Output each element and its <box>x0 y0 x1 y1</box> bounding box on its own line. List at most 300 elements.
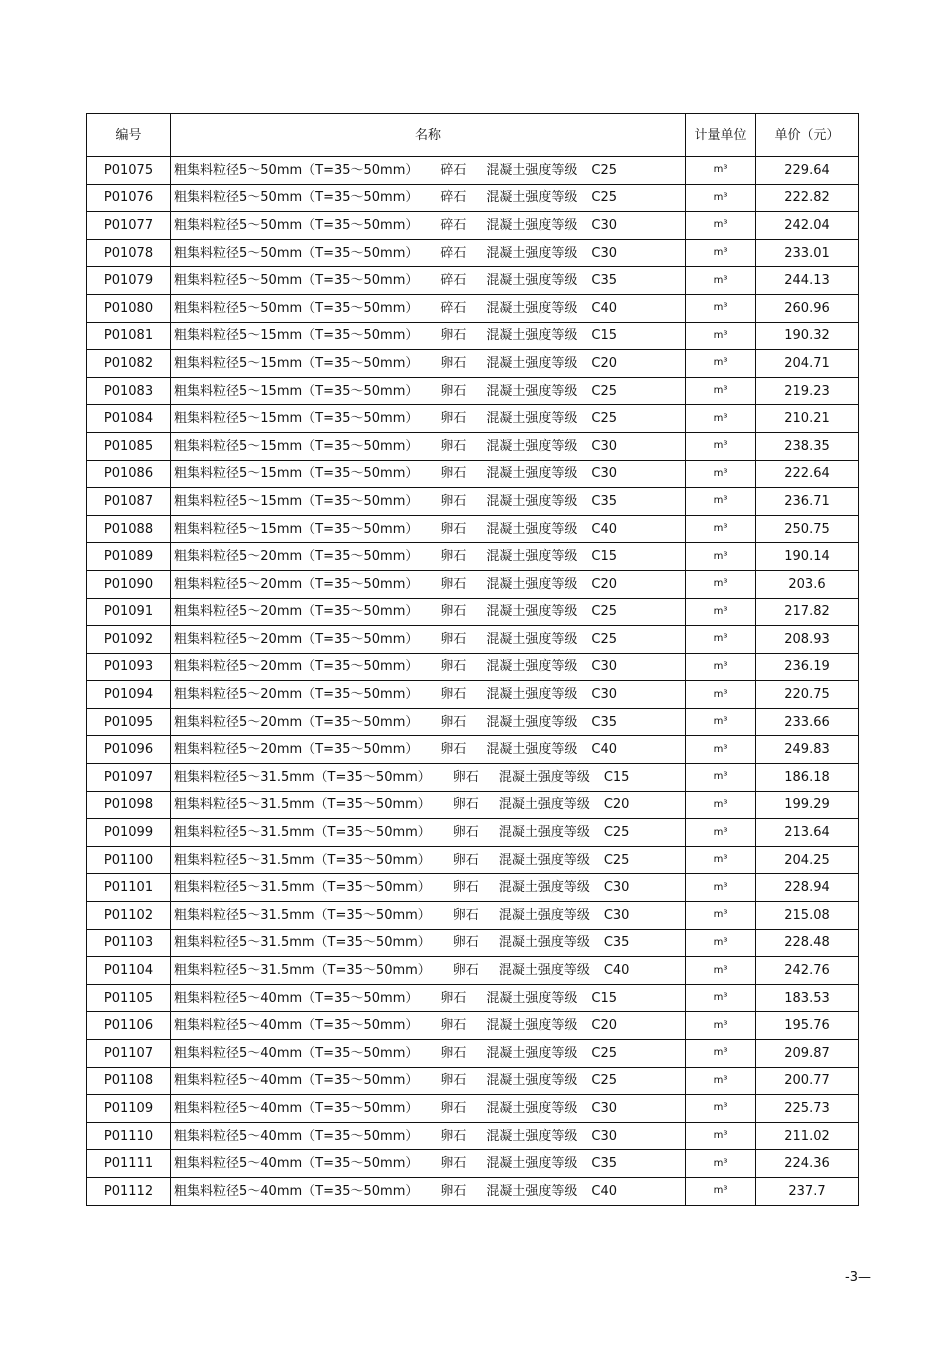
cell-name <box>171 653 686 681</box>
name-size-spec: 粗集料粒径5～50mm（T=35～50mm） <box>174 300 419 316</box>
cell-code: P01106 <box>87 1012 171 1040</box>
table-row <box>87 294 859 322</box>
table-row <box>87 212 859 240</box>
table-row <box>87 929 859 957</box>
cell-name <box>171 488 686 516</box>
name-size-spec: 粗集料粒径5～31.5mm（T=35～50mm） <box>174 963 431 979</box>
name-size-spec: 粗集料粒径5～20mm（T=35～50mm） <box>174 659 419 675</box>
cell-unit: m³ <box>686 653 756 681</box>
table-row <box>87 846 859 874</box>
name-size-spec: 粗集料粒径5～31.5mm（T=35～50mm） <box>174 907 431 923</box>
name-strength-grade: C30 <box>591 217 618 233</box>
cell-unit: m³ <box>686 1040 756 1068</box>
cell-unit: m³ <box>686 239 756 267</box>
name-stone-type: 卵石 <box>440 714 467 730</box>
name-stone-type: 卵石 <box>440 990 467 1006</box>
table-row <box>87 515 859 543</box>
cell-code: P01099 <box>87 819 171 847</box>
cell-name <box>171 1040 686 1068</box>
cell-name <box>171 681 686 709</box>
cell-price: 228.94 <box>756 874 859 902</box>
name-strength-label: 混凝土强度等级 <box>486 273 578 289</box>
name-size-spec: 粗集料粒径5～20mm（T=35～50mm） <box>174 687 419 703</box>
name-size-spec: 粗集料粒径5～31.5mm（T=35～50mm） <box>174 797 431 813</box>
name-stone-type: 卵石 <box>440 521 467 537</box>
cell-unit: m³ <box>686 432 756 460</box>
name-stone-type: 卵石 <box>440 1128 467 1144</box>
cell-unit: m³ <box>686 1150 756 1178</box>
table-row <box>87 460 859 488</box>
cell-name <box>171 1095 686 1123</box>
name-strength-grade: C40 <box>591 300 618 316</box>
table-row <box>87 543 859 571</box>
cell-price: 233.01 <box>756 239 859 267</box>
name-stone-type: 碎石 <box>440 217 467 233</box>
cell-name <box>171 929 686 957</box>
cell-name <box>171 184 686 212</box>
cell-code: P01109 <box>87 1095 171 1123</box>
name-size-spec: 粗集料粒径5～20mm（T=35～50mm） <box>174 604 419 620</box>
name-strength-label: 混凝土强度等级 <box>486 990 578 1006</box>
cell-price: 203.6 <box>756 570 859 598</box>
cell-price: 228.48 <box>756 929 859 957</box>
table-row <box>87 764 859 792</box>
cell-code: P01102 <box>87 902 171 930</box>
name-size-spec: 粗集料粒径5～31.5mm（T=35～50mm） <box>174 852 431 868</box>
name-strength-label: 混凝土强度等级 <box>486 217 578 233</box>
cell-name <box>171 570 686 598</box>
name-stone-type: 卵石 <box>452 769 479 785</box>
name-strength-label: 混凝土强度等级 <box>486 1128 578 1144</box>
cell-name <box>171 350 686 378</box>
cell-code: P01094 <box>87 681 171 709</box>
cell-name <box>171 377 686 405</box>
cell-price: 219.23 <box>756 377 859 405</box>
name-size-spec: 粗集料粒径5～15mm（T=35～50mm） <box>174 383 419 399</box>
name-strength-grade: C30 <box>591 659 618 675</box>
name-stone-type: 碎石 <box>440 162 467 178</box>
cell-price: 222.64 <box>756 460 859 488</box>
table-row <box>87 1122 859 1150</box>
name-size-spec: 粗集料粒径5～50mm（T=35～50mm） <box>174 162 419 178</box>
table-row <box>87 791 859 819</box>
name-stone-type: 卵石 <box>440 1156 467 1172</box>
name-size-spec: 粗集料粒径5～15mm（T=35～50mm） <box>174 466 419 482</box>
cell-unit: m³ <box>686 1067 756 1095</box>
cell-price: 220.75 <box>756 681 859 709</box>
name-size-spec: 粗集料粒径5～31.5mm（T=35～50mm） <box>174 769 431 785</box>
table-row <box>87 322 859 350</box>
table-row <box>87 1067 859 1095</box>
table-row <box>87 708 859 736</box>
name-strength-label: 混凝土强度等级 <box>486 190 578 206</box>
cell-unit: m³ <box>686 322 756 350</box>
name-strength-label: 混凝土强度等级 <box>486 245 578 261</box>
name-strength-label: 混凝土强度等级 <box>498 825 590 841</box>
name-size-spec: 粗集料粒径5～20mm（T=35～50mm） <box>174 714 419 730</box>
name-strength-label: 混凝土强度等级 <box>486 466 578 482</box>
table-row <box>87 598 859 626</box>
name-strength-label: 混凝土强度等级 <box>486 355 578 371</box>
cell-code: P01082 <box>87 350 171 378</box>
cell-code: P01112 <box>87 1177 171 1205</box>
name-strength-label: 混凝土强度等级 <box>498 880 590 896</box>
name-stone-type: 卵石 <box>440 1100 467 1116</box>
cell-code: P01107 <box>87 1040 171 1068</box>
cell-unit: m³ <box>686 294 756 322</box>
name-size-spec: 粗集料粒径5～50mm（T=35～50mm） <box>174 217 419 233</box>
name-size-spec: 粗集料粒径5～20mm（T=35～50mm） <box>174 549 419 565</box>
cell-unit: m³ <box>686 902 756 930</box>
table-row <box>87 350 859 378</box>
table-row <box>87 377 859 405</box>
name-strength-grade: C15 <box>591 328 618 344</box>
table-row <box>87 405 859 433</box>
cell-code: P01081 <box>87 322 171 350</box>
cell-code: P01101 <box>87 874 171 902</box>
table-row <box>87 874 859 902</box>
header-name: 名称 <box>171 114 686 157</box>
name-strength-label: 混凝土强度等级 <box>486 493 578 509</box>
cell-code: P01086 <box>87 460 171 488</box>
cell-price: 233.66 <box>756 708 859 736</box>
name-stone-type: 碎石 <box>440 245 467 261</box>
cell-unit: m³ <box>686 681 756 709</box>
cell-unit: m³ <box>686 791 756 819</box>
name-strength-grade: C25 <box>591 604 618 620</box>
name-strength-grade: C30 <box>591 687 618 703</box>
cell-unit: m³ <box>686 350 756 378</box>
name-strength-grade: C15 <box>591 990 618 1006</box>
cell-unit: m³ <box>686 184 756 212</box>
name-stone-type: 卵石 <box>452 880 479 896</box>
name-strength-label: 混凝土强度等级 <box>486 1073 578 1089</box>
cell-code: P01093 <box>87 653 171 681</box>
name-size-spec: 粗集料粒径5～15mm（T=35～50mm） <box>174 411 419 427</box>
name-stone-type: 卵石 <box>440 1045 467 1061</box>
cell-code: P01090 <box>87 570 171 598</box>
table-row <box>87 1095 859 1123</box>
name-stone-type: 卵石 <box>440 411 467 427</box>
cell-name <box>171 764 686 792</box>
name-strength-grade: C35 <box>591 493 618 509</box>
table-row <box>87 157 859 185</box>
name-strength-grade: C25 <box>591 1073 618 1089</box>
name-stone-type: 卵石 <box>440 631 467 647</box>
name-strength-label: 混凝土强度等级 <box>486 1018 578 1034</box>
cell-name <box>171 515 686 543</box>
cell-price: 225.73 <box>756 1095 859 1123</box>
cell-code: P01085 <box>87 432 171 460</box>
name-size-spec: 粗集料粒径5～15mm（T=35～50mm） <box>174 328 419 344</box>
name-stone-type: 卵石 <box>440 604 467 620</box>
cell-name <box>171 543 686 571</box>
table-row <box>87 570 859 598</box>
cell-name <box>171 405 686 433</box>
name-strength-label: 混凝土强度等级 <box>486 1156 578 1172</box>
name-strength-grade: C30 <box>603 880 630 896</box>
name-strength-label: 混凝土强度等级 <box>486 549 578 565</box>
name-strength-label: 混凝土强度等级 <box>486 162 578 178</box>
cell-price: 224.36 <box>756 1150 859 1178</box>
cell-price: 211.02 <box>756 1122 859 1150</box>
cell-price: 249.83 <box>756 736 859 764</box>
name-stone-type: 卵石 <box>440 493 467 509</box>
cell-price: 204.25 <box>756 846 859 874</box>
name-strength-label: 混凝土强度等级 <box>498 963 590 979</box>
cell-code: P01105 <box>87 984 171 1012</box>
name-strength-grade: C15 <box>603 769 630 785</box>
name-stone-type: 卵石 <box>440 383 467 399</box>
cell-price: 242.04 <box>756 212 859 240</box>
name-size-spec: 粗集料粒径5～40mm（T=35～50mm） <box>174 1183 419 1199</box>
cell-code: P01104 <box>87 957 171 985</box>
table-row <box>87 1012 859 1040</box>
table-row <box>87 984 859 1012</box>
table-row <box>87 1177 859 1205</box>
cell-code: P01078 <box>87 239 171 267</box>
name-size-spec: 粗集料粒径5～31.5mm（T=35～50mm） <box>174 825 431 841</box>
name-strength-grade: C30 <box>591 245 618 261</box>
name-strength-grade: C25 <box>591 190 618 206</box>
name-strength-label: 混凝土强度等级 <box>498 797 590 813</box>
name-stone-type: 卵石 <box>440 659 467 675</box>
cell-code: P01075 <box>87 157 171 185</box>
name-strength-label: 混凝土强度等级 <box>486 438 578 454</box>
name-size-spec: 粗集料粒径5～15mm（T=35～50mm） <box>174 521 419 537</box>
name-strength-grade: C25 <box>591 631 618 647</box>
name-strength-grade: C20 <box>603 797 630 813</box>
cell-unit: m³ <box>686 846 756 874</box>
name-strength-label: 混凝土强度等级 <box>486 383 578 399</box>
table-row <box>87 432 859 460</box>
name-strength-label: 混凝土强度等级 <box>486 576 578 592</box>
cell-unit: m³ <box>686 1095 756 1123</box>
table-row <box>87 902 859 930</box>
cell-price: 260.96 <box>756 294 859 322</box>
cell-code: P01091 <box>87 598 171 626</box>
cell-price: 229.64 <box>756 157 859 185</box>
cell-price: 204.71 <box>756 350 859 378</box>
cell-price: 190.32 <box>756 322 859 350</box>
cell-price: 210.21 <box>756 405 859 433</box>
cell-price: 199.29 <box>756 791 859 819</box>
name-size-spec: 粗集料粒径5～40mm（T=35～50mm） <box>174 1156 419 1172</box>
cell-name <box>171 957 686 985</box>
cell-name <box>171 1067 686 1095</box>
cell-name <box>171 212 686 240</box>
cell-price: 238.35 <box>756 432 859 460</box>
name-strength-label: 混凝土强度等级 <box>486 328 578 344</box>
name-size-spec: 粗集料粒径5～40mm（T=35～50mm） <box>174 1128 419 1144</box>
cell-unit: m³ <box>686 1122 756 1150</box>
cell-code: P01108 <box>87 1067 171 1095</box>
table-row <box>87 957 859 985</box>
name-stone-type: 卵石 <box>452 935 479 951</box>
name-strength-grade: C40 <box>591 742 618 758</box>
name-size-spec: 粗集料粒径5～40mm（T=35～50mm） <box>174 1018 419 1034</box>
name-stone-type: 卵石 <box>452 963 479 979</box>
cell-code: P01098 <box>87 791 171 819</box>
cell-unit: m³ <box>686 598 756 626</box>
cell-name <box>171 598 686 626</box>
name-strength-label: 混凝土强度等级 <box>498 907 590 923</box>
name-strength-grade: C35 <box>591 714 618 730</box>
name-strength-grade: C35 <box>591 1156 618 1172</box>
cell-price: 217.82 <box>756 598 859 626</box>
name-strength-grade: C25 <box>591 383 618 399</box>
table-row <box>87 626 859 654</box>
name-stone-type: 卵石 <box>440 1018 467 1034</box>
cell-name <box>171 239 686 267</box>
cell-name <box>171 1150 686 1178</box>
name-stone-type: 卵石 <box>440 1183 467 1199</box>
table-row <box>87 184 859 212</box>
table-row <box>87 1040 859 1068</box>
cell-code: P01100 <box>87 846 171 874</box>
name-strength-label: 混凝土强度等级 <box>486 521 578 537</box>
name-strength-label: 混凝土强度等级 <box>498 769 590 785</box>
name-strength-grade: C20 <box>591 355 618 371</box>
name-strength-label: 混凝土强度等级 <box>486 631 578 647</box>
name-strength-grade: C35 <box>591 273 618 289</box>
name-stone-type: 卵石 <box>452 852 479 868</box>
name-strength-grade: C15 <box>591 549 618 565</box>
cell-name <box>171 1122 686 1150</box>
name-size-spec: 粗集料粒径5～50mm（T=35～50mm） <box>174 190 419 206</box>
cell-unit: m³ <box>686 736 756 764</box>
cell-price: 186.18 <box>756 764 859 792</box>
table-row <box>87 267 859 295</box>
cell-price: 222.82 <box>756 184 859 212</box>
name-strength-label: 混凝土强度等级 <box>486 687 578 703</box>
cell-code: P01076 <box>87 184 171 212</box>
cell-price: 236.71 <box>756 488 859 516</box>
name-size-spec: 粗集料粒径5～20mm（T=35～50mm） <box>174 742 419 758</box>
name-stone-type: 卵石 <box>440 576 467 592</box>
name-strength-label: 混凝土强度等级 <box>486 1100 578 1116</box>
table-row <box>87 653 859 681</box>
name-stone-type: 卵石 <box>452 825 479 841</box>
name-stone-type: 卵石 <box>440 742 467 758</box>
cell-code: P01111 <box>87 1150 171 1178</box>
cell-price: 190.14 <box>756 543 859 571</box>
cell-name <box>171 294 686 322</box>
table-row <box>87 488 859 516</box>
name-stone-type: 卵石 <box>440 1073 467 1089</box>
cell-name <box>171 736 686 764</box>
cell-price: 237.7 <box>756 1177 859 1205</box>
cell-name <box>171 708 686 736</box>
name-size-spec: 粗集料粒径5～15mm（T=35～50mm） <box>174 355 419 371</box>
cell-name <box>171 819 686 847</box>
cell-code: P01087 <box>87 488 171 516</box>
table-row <box>87 736 859 764</box>
cell-price: 183.53 <box>756 984 859 1012</box>
cell-price: 215.08 <box>756 902 859 930</box>
name-stone-type: 卵石 <box>440 687 467 703</box>
price-table <box>86 113 859 1206</box>
name-size-spec: 粗集料粒径5～15mm（T=35～50mm） <box>174 438 419 454</box>
cell-name <box>171 791 686 819</box>
cell-code: P01095 <box>87 708 171 736</box>
cell-code: P01089 <box>87 543 171 571</box>
name-strength-label: 混凝土强度等级 <box>498 935 590 951</box>
cell-name <box>171 846 686 874</box>
table-row <box>87 681 859 709</box>
cell-code: P01080 <box>87 294 171 322</box>
cell-price: 200.77 <box>756 1067 859 1095</box>
cell-code: P01110 <box>87 1122 171 1150</box>
table-body <box>87 157 859 1206</box>
name-strength-grade: C25 <box>603 852 630 868</box>
name-size-spec: 粗集料粒径5～40mm（T=35～50mm） <box>174 1045 419 1061</box>
name-stone-type: 碎石 <box>440 190 467 206</box>
cell-code: P01097 <box>87 764 171 792</box>
cell-unit: m³ <box>686 874 756 902</box>
name-size-spec: 粗集料粒径5～50mm（T=35～50mm） <box>174 273 419 289</box>
cell-price: 244.13 <box>756 267 859 295</box>
name-strength-grade: C30 <box>591 1128 618 1144</box>
cell-price: 213.64 <box>756 819 859 847</box>
cell-name <box>171 267 686 295</box>
cell-unit: m³ <box>686 543 756 571</box>
cell-price: 209.87 <box>756 1040 859 1068</box>
name-strength-label: 混凝土强度等级 <box>498 852 590 868</box>
name-stone-type: 碎石 <box>440 300 467 316</box>
cell-name <box>171 984 686 1012</box>
cell-name <box>171 874 686 902</box>
cell-price: 242.76 <box>756 957 859 985</box>
cell-code: P01088 <box>87 515 171 543</box>
name-strength-label: 混凝土强度等级 <box>486 604 578 620</box>
cell-unit: m³ <box>686 405 756 433</box>
name-strength-label: 混凝土强度等级 <box>486 1183 578 1199</box>
name-strength-grade: C25 <box>591 1045 618 1061</box>
name-size-spec: 粗集料粒径5～31.5mm（T=35～50mm） <box>174 880 431 896</box>
cell-code: P01084 <box>87 405 171 433</box>
table-row <box>87 819 859 847</box>
cell-code: P01079 <box>87 267 171 295</box>
name-strength-label: 混凝土强度等级 <box>486 1045 578 1061</box>
header-unit: 计量单位 <box>686 114 756 157</box>
name-strength-label: 混凝土强度等级 <box>486 659 578 675</box>
name-strength-grade: C30 <box>591 466 618 482</box>
name-strength-grade: C30 <box>603 907 630 923</box>
cell-unit: m³ <box>686 957 756 985</box>
name-strength-label: 混凝土强度等级 <box>486 300 578 316</box>
name-size-spec: 粗集料粒径5～15mm（T=35～50mm） <box>174 493 419 509</box>
cell-unit: m³ <box>686 157 756 185</box>
name-stone-type: 卵石 <box>440 328 467 344</box>
price-table-container <box>86 113 858 1206</box>
name-size-spec: 粗集料粒径5～40mm（T=35～50mm） <box>174 1073 419 1089</box>
name-stone-type: 碎石 <box>440 273 467 289</box>
cell-price: 208.93 <box>756 626 859 654</box>
cell-code: P01092 <box>87 626 171 654</box>
cell-unit: m³ <box>686 377 756 405</box>
table-row <box>87 1150 859 1178</box>
cell-unit: m³ <box>686 708 756 736</box>
name-strength-label: 混凝土强度等级 <box>486 742 578 758</box>
name-size-spec: 粗集料粒径5～31.5mm（T=35～50mm） <box>174 935 431 951</box>
name-size-spec: 粗集料粒径5～40mm（T=35～50mm） <box>174 990 419 1006</box>
cell-name <box>171 902 686 930</box>
name-strength-grade: C30 <box>591 1100 618 1116</box>
cell-name <box>171 157 686 185</box>
cell-price: 195.76 <box>756 1012 859 1040</box>
cell-unit: m³ <box>686 267 756 295</box>
